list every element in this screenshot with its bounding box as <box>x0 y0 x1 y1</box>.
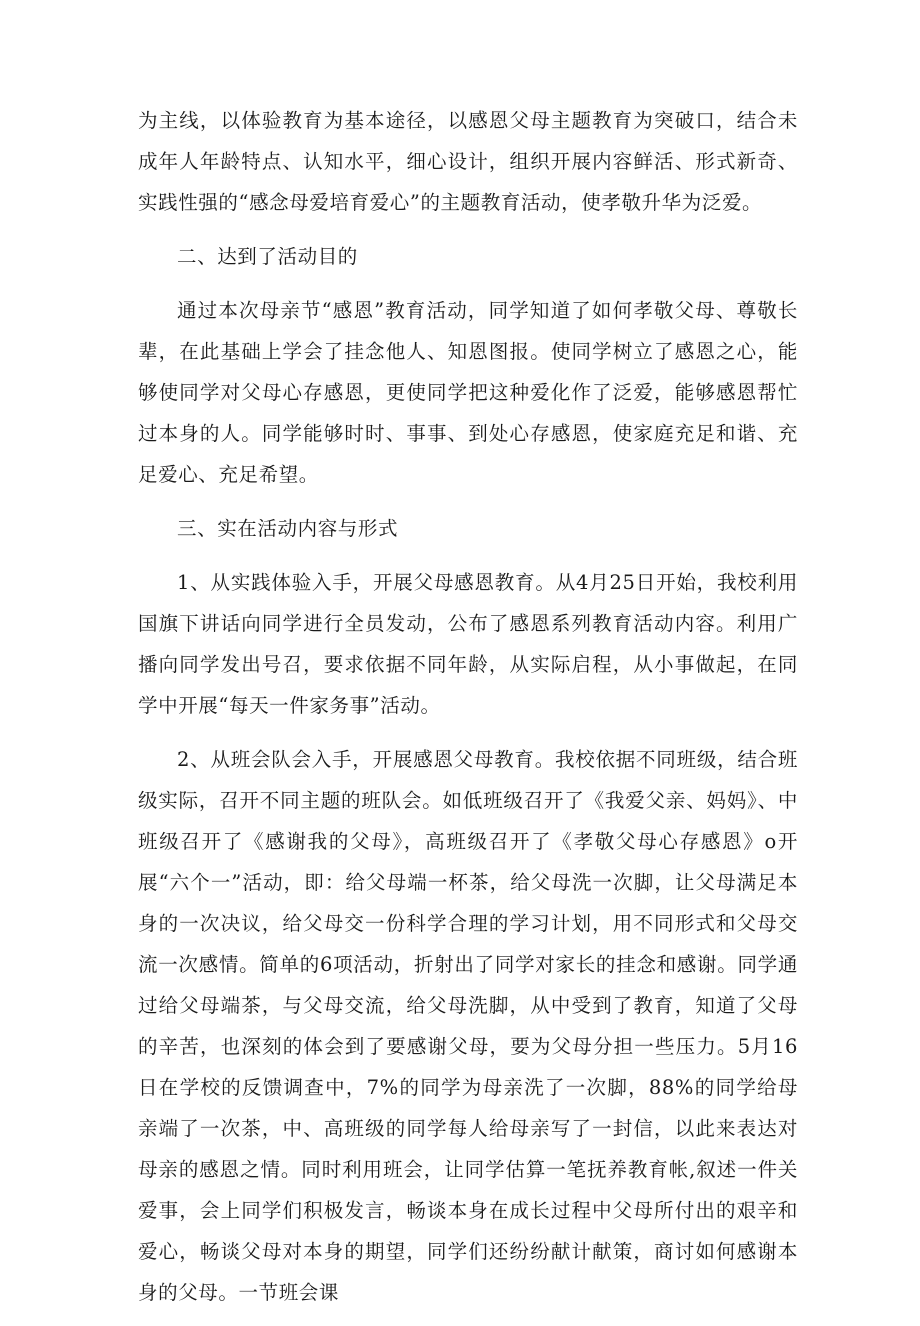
paragraph-item-2: 2、从班会队会入手，开展感恩父母教育。我校依据不同班级，结合班级实际，召开不同主题的班队会。如低班级召开了《我爱父亲、妈妈》、中班级召开了《感谢我的父母》，高班级召开了《孝敬父母心存感恩》o开展“六个一”活动，即：给父母端一杯茶，给父母洗一次脚，让父母满足本身的一次决议，给父母交一份科学合理的学习计划，用不同形式和父母交流一次感情。简单的6项活动，折射出了同学对家长的挂念和感谢。同学通过给父母端茶，与父母交流，给父母洗脚，从中受到了教育，知道了父母的辛苦，也深刻的体会到了要感谢父母，要为父母分担一些压力。5月16日在学校的反馈调查中，7%的同学为母亲洗了一次脚，88%的同学给母亲端了一次茶，中、高班级的同学每人给母亲写了一封信，以此来表达对母亲的感恩之情。同时利用班会，让同学估算一笔抚养教育帐,叙述一件关爱事，会上同学们积极发言，畅谈本身在成长过程中父母所付出的艰辛和爱心，畅谈父母对本身的期望，同学们还纷纷献计献策，商讨如何感谢本身的父母。一节班会课 <box>138 748 798 1304</box>
paragraph-intro-continuation: 为主线，以体验教育为基本途径，以感恩父母主题教育为突破口，结合未成年人年龄特点、认知水平，细心设计，组织开展内容鲜活、形式新奇、实践性强的“感念母爱培育爱心”的主题教育活动，使孝敬升华为泛爱。 <box>138 109 798 214</box>
paragraph-item-1: 1、从实践体验入手，开展父母感恩教育。从4月25日开始，我校利用国旗下讲话向同学进行全员发动，公布了感恩系列教育活动内容。利用广播向同学发出号召，要求依据不同年龄，从实际启程，从小事做起，在同学中开展“每天一件家务事”活动。 <box>138 571 798 717</box>
document-page <box>138 100 798 1326</box>
section-heading-2: 二、达到了活动目的 <box>177 245 358 268</box>
section-heading-3: 三、实在活动内容与形式 <box>177 517 399 540</box>
paragraph-goals: 通过本次母亲节“感恩”教育活动，同学知道了如何孝敬父母、尊敬长辈，在此基础上学会了挂念他人、知恩图报。使同学树立了感恩之心，能够使同学对父母心存感恩，更使同学把这种爱化作了泛爱，能够感恩帮忙过本身的人。同学能够时时、事事、到处心存感恩，使家庭充足和谐、充足爱心、充足希望。 <box>138 299 798 486</box>
